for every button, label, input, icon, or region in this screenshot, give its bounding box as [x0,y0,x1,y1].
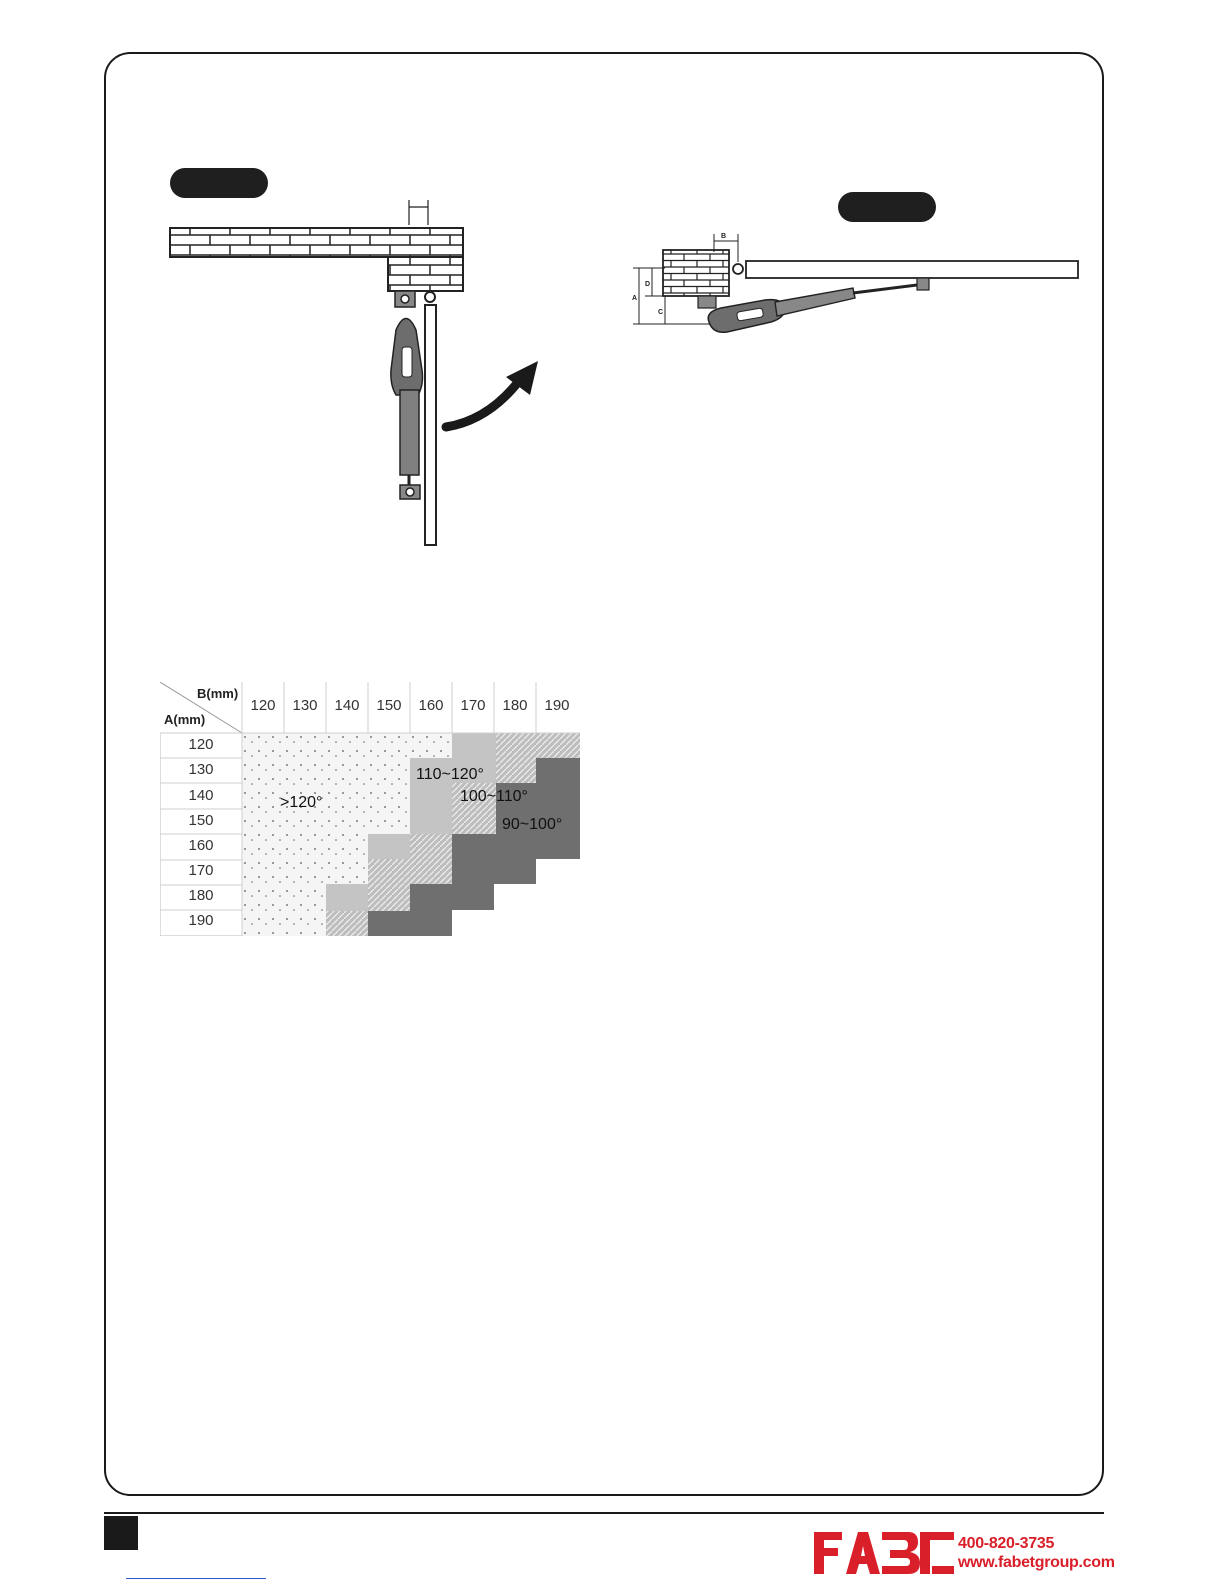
figure-1-label-pill [170,168,268,198]
dim-label-c: C [658,309,664,316]
col-header: 150 [376,697,402,714]
page-number-block [104,1516,138,1550]
zone-label-gt120: >120° [280,794,323,811]
footer-website[interactable]: www.fabetgroup.com [958,1554,1115,1571]
row-header: 180 [188,887,214,904]
row-header: 160 [188,837,214,854]
fabet-logo [812,1528,956,1576]
row-header: 190 [188,912,214,929]
col-header: 170 [460,697,486,714]
dim-label-b: B [721,233,727,240]
row-header: 150 [188,812,214,829]
col-header: 180 [502,697,528,714]
figure-1-top-view [160,195,560,550]
col-header: 160 [418,697,444,714]
col-header: 190 [544,697,570,714]
zone-label-90-100: 90~100° [502,816,563,833]
col-header: 130 [292,697,318,714]
footer-rule [104,1512,1104,1514]
zone-label-110-120: 110~120° [416,766,484,783]
footer-link-underline [126,1578,266,1579]
zone-label-100-110: 100~110° [460,788,528,805]
row-header: 140 [188,787,214,804]
row-header: 170 [188,862,214,879]
dim-label-d: D [645,281,651,288]
row-header: 120 [188,736,214,753]
figure-2-side-view [625,228,1085,343]
dim-label-a: A [632,295,638,302]
table-header-b: B(mm) [197,686,239,701]
figure-2-label-pill [838,192,936,222]
footer-phone: 400-820-3735 [958,1535,1055,1552]
table-header-a: A(mm) [164,712,206,727]
col-header: 120 [250,697,276,714]
col-header: 140 [334,697,360,714]
row-header: 130 [188,761,214,778]
